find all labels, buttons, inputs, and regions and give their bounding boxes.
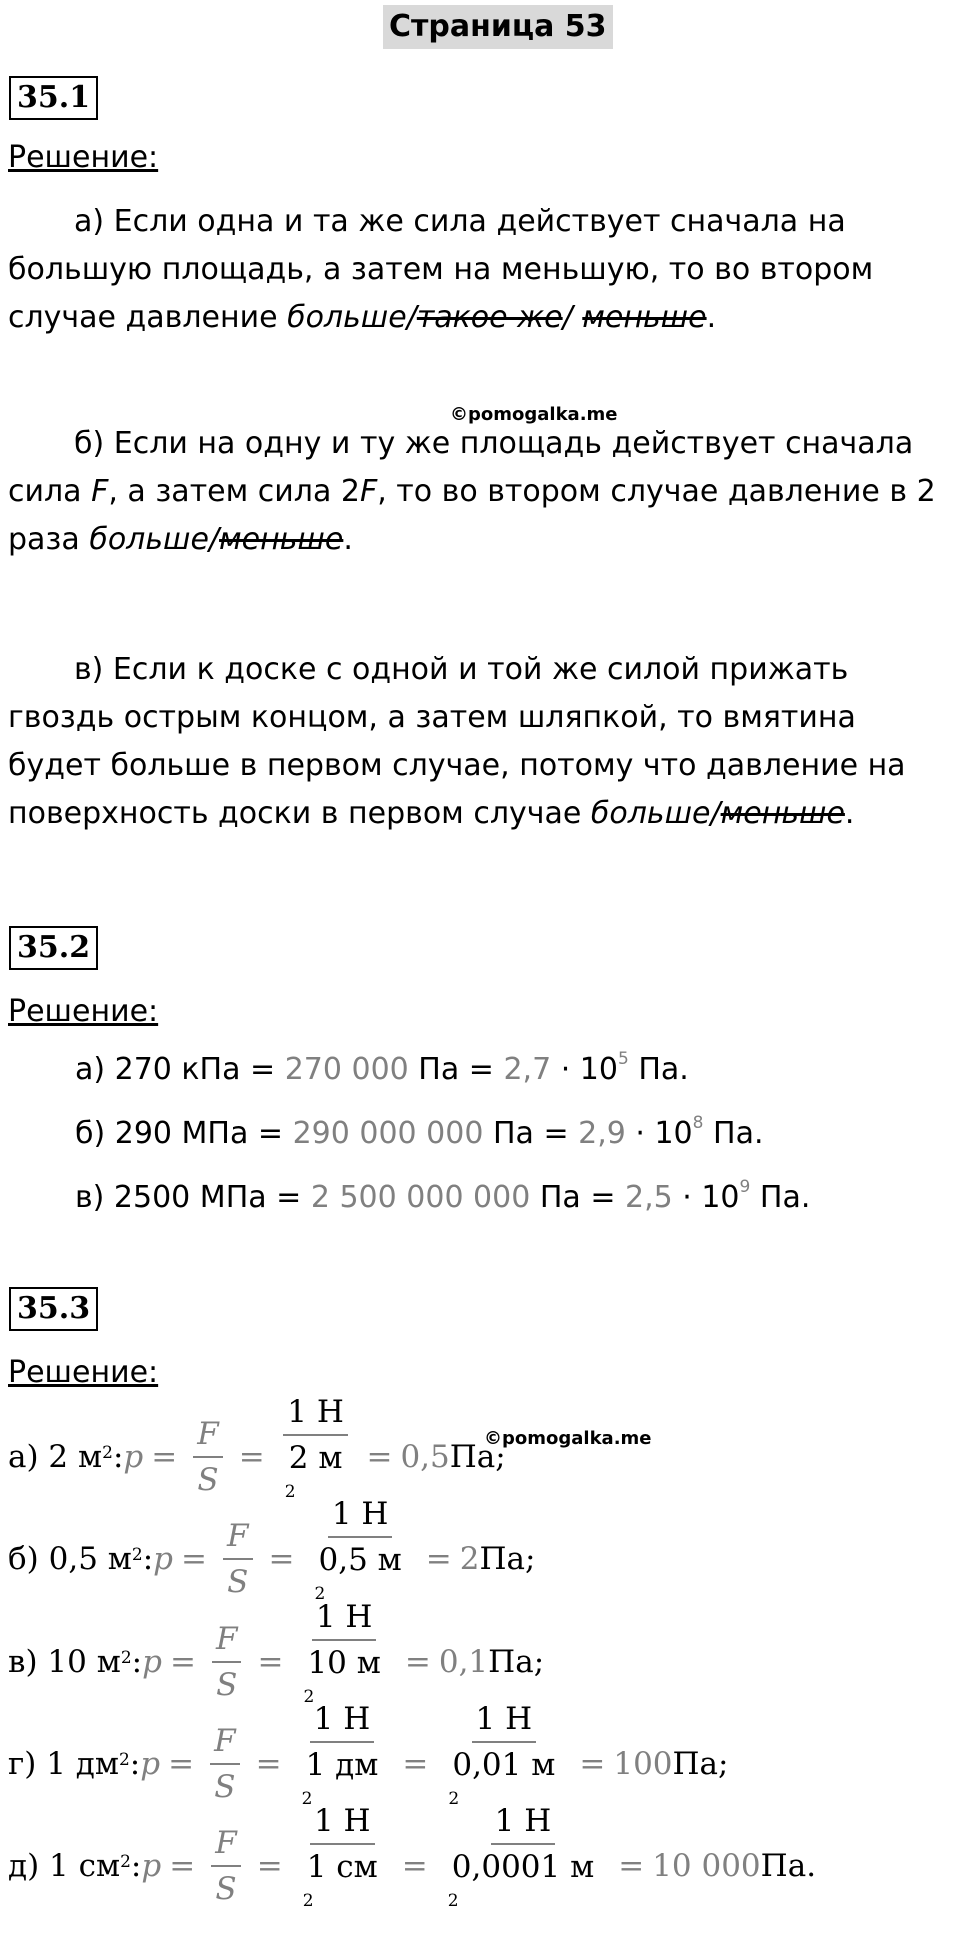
- solution-label: Решение:: [8, 140, 159, 175]
- formula-row-b: б) 0,5 м $^2$ : p = $\frac{F}{S}$ = 1 Н 0,5 м $^2$ = 2 Па;: [8, 1509, 535, 1609]
- formula-row-a: а) 2 м $^2$ : p = $\frac{F}{S}$ = 1 Н 2 м $^2$ = 0,5 Па;: [8, 1407, 506, 1507]
- task1-part-c: в) Если к доске с одной и той же силой прижать гвоздь острым концом, а затем шляпкой, то вмятина будет больше в первом случае, потому что давление на поверхность доски в первом случае больше/меньше.: [8, 652, 906, 831]
- conversion-line: а) 270 кПа = 270 000 Па = $2,7 \cdot 10^5$ Па.: [75, 1049, 689, 1087]
- page-title: Страница 53: [383, 5, 613, 49]
- watermark: ©pomogalka.me: [484, 1428, 652, 1449]
- solution-label: Решение:: [8, 1355, 159, 1390]
- watermark: ©pomogalka.me: [450, 404, 618, 425]
- task-number-35-3: 35.3: [9, 1287, 98, 1331]
- formula-row-e: д) 1 см $^2$ : p = $\frac{F}{S}$ = 1 Н 1 см $^2$ = 1 Н 0,0001 м $^2$ = 10 000 Па.: [8, 1816, 816, 1916]
- task1-part-b: б) Если на одну и ту же площадь действует сначала сила F, а затем сила 2F, то во втором случае давление в 2 раза больше/меньше.: [8, 426, 936, 557]
- task-number-35-1: 35.1: [9, 76, 98, 120]
- conversion-line: б) 290 МПа = 290 000 000 Па = $2,9 \cdot 10^8$ Па.: [75, 1113, 764, 1151]
- solution-label: Решение:: [8, 994, 159, 1029]
- task1-part-a: а) Если одна и та же сила действует сначала на большую площадь, а затем на меньшую, то во втором случае давление больше/такое же/ меньше.: [8, 204, 874, 335]
- formula-row-d: г) 1 дм $^2$ : p = $\frac{F}{S}$ = 1 Н 1 дм $^2$ = 1 Н 0,01 м $^2$ = 100 Па;: [8, 1714, 728, 1814]
- conversion-line: в) 2500 МПа = 2 500 000 000 Па = $2,5 \cdot 10^9$ Па.: [75, 1177, 811, 1215]
- formula-row-c: в) 10 м $^2$ : p = $\frac{F}{S}$ = 1 Н 10 м $^2$ = 0,1 Па;: [8, 1612, 544, 1712]
- task-number-35-2: 35.2: [9, 926, 98, 970]
